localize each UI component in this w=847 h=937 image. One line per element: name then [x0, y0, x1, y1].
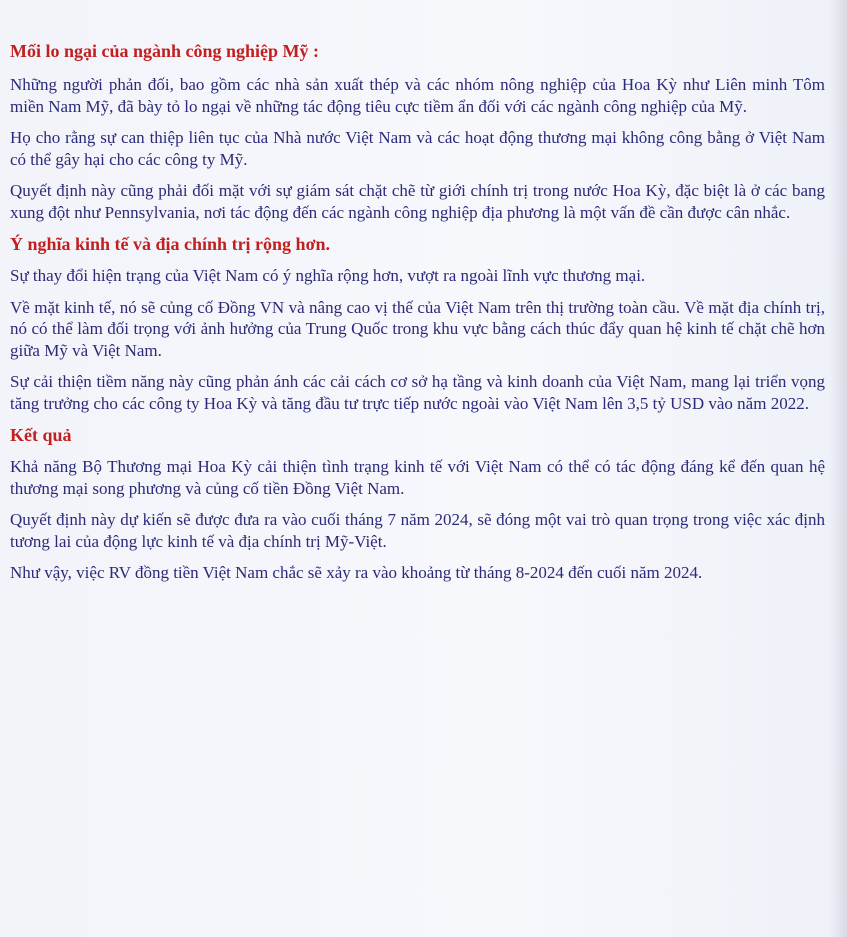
- paragraph-economic-geopolitical: Về mặt kinh tế, nó sẽ củng cố Đồng VN và nâng cao vị thế của Việt Nam trên thị trường toàn cầu. Về mặt địa chính trị, nó có thể làm đối trọng với ảnh hưởng của Trung Quốc trong khu vực bằng cách thúc đẩy quan hệ kinh tế chặt chẽ hơn giữa Mỹ và Việt Nam.: [10, 297, 825, 360]
- page-edge-shadow: [829, 0, 847, 937]
- paragraph-reforms-fdi: Sự cải thiện tiềm năng này cũng phản ánh các cải cách cơ sở hạ tầng và kinh doanh của Việt Nam, mang lại triển vọng tăng trưởng cho các công ty Hoa Kỳ và tăng đầu tư trực tiếp nước ngoài vào Việt Nam lên 3,5 tỷ USD vào năm 2022.: [10, 372, 825, 413]
- section-heading-us-industry-concerns: Mối lo ngại của ngành công nghiệp Mỹ :: [10, 41, 320, 61]
- paragraph-political-scrutiny: Quyết định này cũng phải đối mặt với sự giám sát chặt chẽ từ giới chính trị trong nước Hoa Kỳ, đặc biệt là ở các bang xung đột như Pennsylvania, nơi tác động đến các ngành công nghiệp địa phương là một vấn đề cần được cân nhắc.: [10, 181, 825, 222]
- section-heading-results: Kết quả: [10, 425, 72, 445]
- paragraph-rv-timing: Như vậy, việc RV đồng tiền Việt Nam chắc sẽ xảy ra vào khoảng từ tháng 8-2024 đến cuối năm 2024.: [10, 563, 703, 582]
- paragraph-opponents: Những người phản đối, bao gồm các nhà sản xuất thép và các nhóm nông nghiệp của Hoa Kỳ như Liên minh Tôm miền Nam Mỹ, đã bày tỏ lo ngại về những tác động tiêu cực tiềm ẩn đối với các ngành công nghiệp của Mỹ.: [10, 75, 825, 116]
- paragraph-status-change: Sự thay đổi hiện trạng của Việt Nam có ý nghĩa rộng hơn, vượt ra ngoài lĩnh vực thương mại.: [10, 266, 646, 285]
- paragraph-state-intervention: Họ cho rằng sự can thiệp liên tục của Nhà nước Việt Nam và các hoạt động thương mại không công bằng ở Việt Nam có thể gây hại cho các công ty Mỹ.: [10, 128, 825, 169]
- paragraph-commerce-department: Khả năng Bộ Thương mại Hoa Kỳ cải thiện tình trạng kinh tế với Việt Nam có thể có tác động đáng kể đến quan hệ thương mại song phương và củng cố tiền Đồng Việt Nam.: [10, 457, 825, 498]
- paragraph-decision-timing: Quyết định này dự kiến sẽ được đưa ra vào cuối tháng 7 năm 2024, sẽ đóng một vai trò quan trọng trong việc xác định tương lai của động lực kinh tế và địa chính trị Mỹ-Việt.: [10, 510, 825, 551]
- section-heading-broader-significance: Ý nghĩa kinh tế và địa chính trị rộng hơn.: [10, 234, 331, 254]
